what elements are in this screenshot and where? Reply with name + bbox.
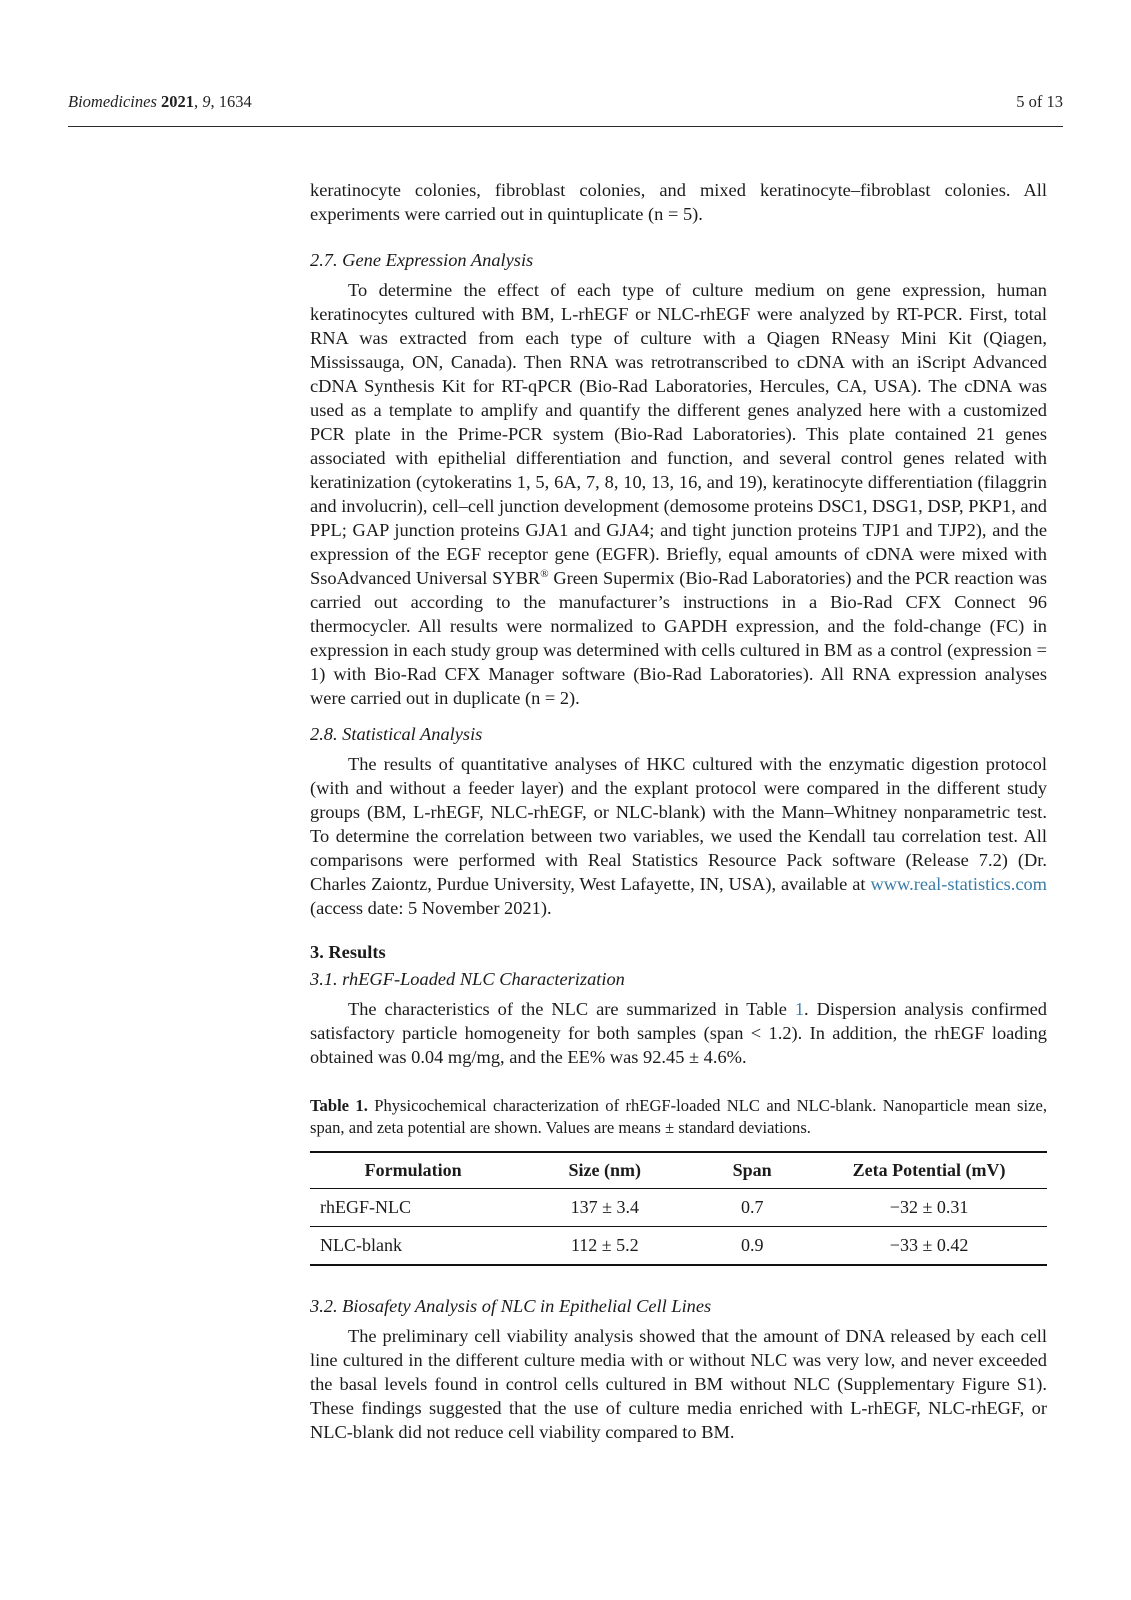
column-header-size: Size (nm): [516, 1152, 693, 1189]
section-heading-2-7: 2.7. Gene Expression Analysis: [310, 250, 534, 270]
table-row: [310, 1189, 1047, 1227]
real-statistics-link[interactable]: www.real-statistics.com: [870, 874, 1047, 894]
journal-citation: Biomedicines 2021, 9, 1634: [68, 92, 252, 111]
journal-name: Biomedicines: [68, 92, 157, 111]
paragraph-intro-continuation: keratinocyte colonies, fibroblast colonies, and mixed keratinocyte–fibroblast colonies. All experiments were carried out in quintuplicate (n = 5).: [310, 180, 1047, 224]
column-header-span: Span: [693, 1152, 811, 1189]
journal-year: 2021: [161, 92, 195, 111]
section-heading-3-2: 3.2. Biosafety Analysis of NLC in Epithelial Cell Lines: [310, 1296, 712, 1316]
section-heading-3-1: 3.1. rhEGF-Loaded NLC Characterization: [310, 969, 625, 989]
header-divider: [68, 126, 1063, 127]
table-header-row: [310, 1152, 1047, 1189]
section-heading-3-results: 3. Results: [310, 942, 386, 962]
main-text-column: [310, 178, 1047, 1444]
cell-size: 137 ± 3.4: [516, 1189, 693, 1227]
cell-size: 112 ± 5.2: [570, 1235, 639, 1255]
table-1-caption: Table 1. Physicochemical characterization of rhEGF-loaded NLC and NLC-blank. Nanoparticle mean size, span, and zeta potential are shown. Values are means ± standard deviations.: [310, 1096, 1048, 1137]
column-header-zeta-potential: Zeta Potential (mV): [811, 1152, 1047, 1189]
table-1-reference-link[interactable]: 1: [794, 999, 805, 1019]
cell-formulation: rhEGF-NLC: [310, 1189, 516, 1227]
table-row: [310, 1227, 1047, 1266]
page-number: 5 of 13: [1016, 92, 1063, 111]
cell-zeta: −32 ± 0.31: [811, 1189, 1047, 1227]
registered-trademark-symbol: ®: [540, 567, 549, 580]
cell-zeta: −33 ± 0.42: [889, 1235, 969, 1255]
cell-formulation: NLC-blank: [320, 1235, 402, 1255]
running-header: [68, 92, 1063, 112]
paragraph-gene-expression: To determine the effect of each type of culture medium on gene expression, human keratinocytes cultured with BM, L-rhEGF or NLC-rhEGF were analyzed by RT-PCR. First, total RNA was extracted from each type of culture with a Qiagen RNeasy Mini Kit (Qiagen, Mississauga, ON, Canada). Then RNA was retrotranscribed to cDNA with an iScript Advanced cDNA Synthesis Kit for RT-qPCR (Bio-Rad Laboratories, Hercules, CA, USA). The cDNA was used as a template to amplify and quantify the different genes analyzed here with a customized PCR plate in the Prime-PCR system (Bio-Rad Laboratories). This plate contained 21 genes associated with epithelial differentiation and function, and several control genes related with keratinization (cytokeratins 1, 5, 6A, 7, 8, 10, 13, 16, and 19), keratinocyte differentiation (filaggrin and involucrin), cell–cell junction development (demosome proteins DSC1, DSG1, DSP, PKP1, and PPL; GAP junction proteins GJA1 and GJA4; and tight junction proteins TJP1 and TJP2), and the expression of the EGF receptor gene (EGFR). Briefly, equal amounts of cDNA were mixed with SsoAdvanced Universal SYBR® Green Supermix (Bio-Rad Laboratories) and the PCR reaction was carried out according to the manufacturer’s instructions in a Bio-Rad CFX Connect 96 thermocycler. All results were normalized to GAPDH expression, and the fold-change (FC) in expression in each study group was determined with cells cultured in BM as a control (expression = 1) with Bio-Rad CFX Manager software (Bio-Rad Laboratories). All RNA expression analyses were carried out in duplicate (n = 2).: [310, 280, 1047, 708]
section-heading-2-8: 2.8. Statistical Analysis: [310, 724, 483, 744]
table-1: [310, 1151, 1047, 1266]
paragraph-nlc-characterization: The characteristics of the NLC are summarized in Table 1. Dispersion analysis confirmed satisfactory particle homogeneity for both samples (span < 1.2). In addition, the rhEGF loading obtained was 0.04 mg/mg, and the EE% was 92.45 ± 4.6%.: [310, 999, 1048, 1067]
paragraph-statistical-analysis: The results of quantitative analyses of HKC cultured with the enzymatic digestion protocol (with and without a feeder layer) and the explant protocol were compared in the different study groups (BM, L-rhEGF, NLC-rhEGF, or NLC-blank) with the Mann–Whitney nonparametric test. To determine the correlation between two variables, we used the Kendall tau correlation test. All comparisons were performed with Real Statistics Resource Pack software (Release 7.2) (Dr. Charles Zaiontz, Purdue University, West Lafayette, IN, USA), available at www.real-statistics.com (access date: 5 November 2021).: [310, 754, 1047, 918]
paragraph-biosafety-analysis: The preliminary cell viability analysis showed that the amount of DNA released by each cell line cultured in the different culture media with or without NLC was very low, and never exceeded the basal levels found in control cells cultured in BM without NLC (Supplementary Figure S1). These findings suggested that the use of culture media enriched with L-rhEGF, NLC-rhEGF, or NLC-blank did not reduce cell viability compared to BM.: [310, 1326, 1047, 1442]
column-header-formulation: Formulation: [310, 1152, 516, 1189]
cell-span: 0.9: [740, 1235, 764, 1255]
cell-span: 0.7: [693, 1189, 811, 1227]
table-1-caption-label: Table 1.: [310, 1096, 368, 1115]
journal-volume: 9: [202, 92, 211, 111]
